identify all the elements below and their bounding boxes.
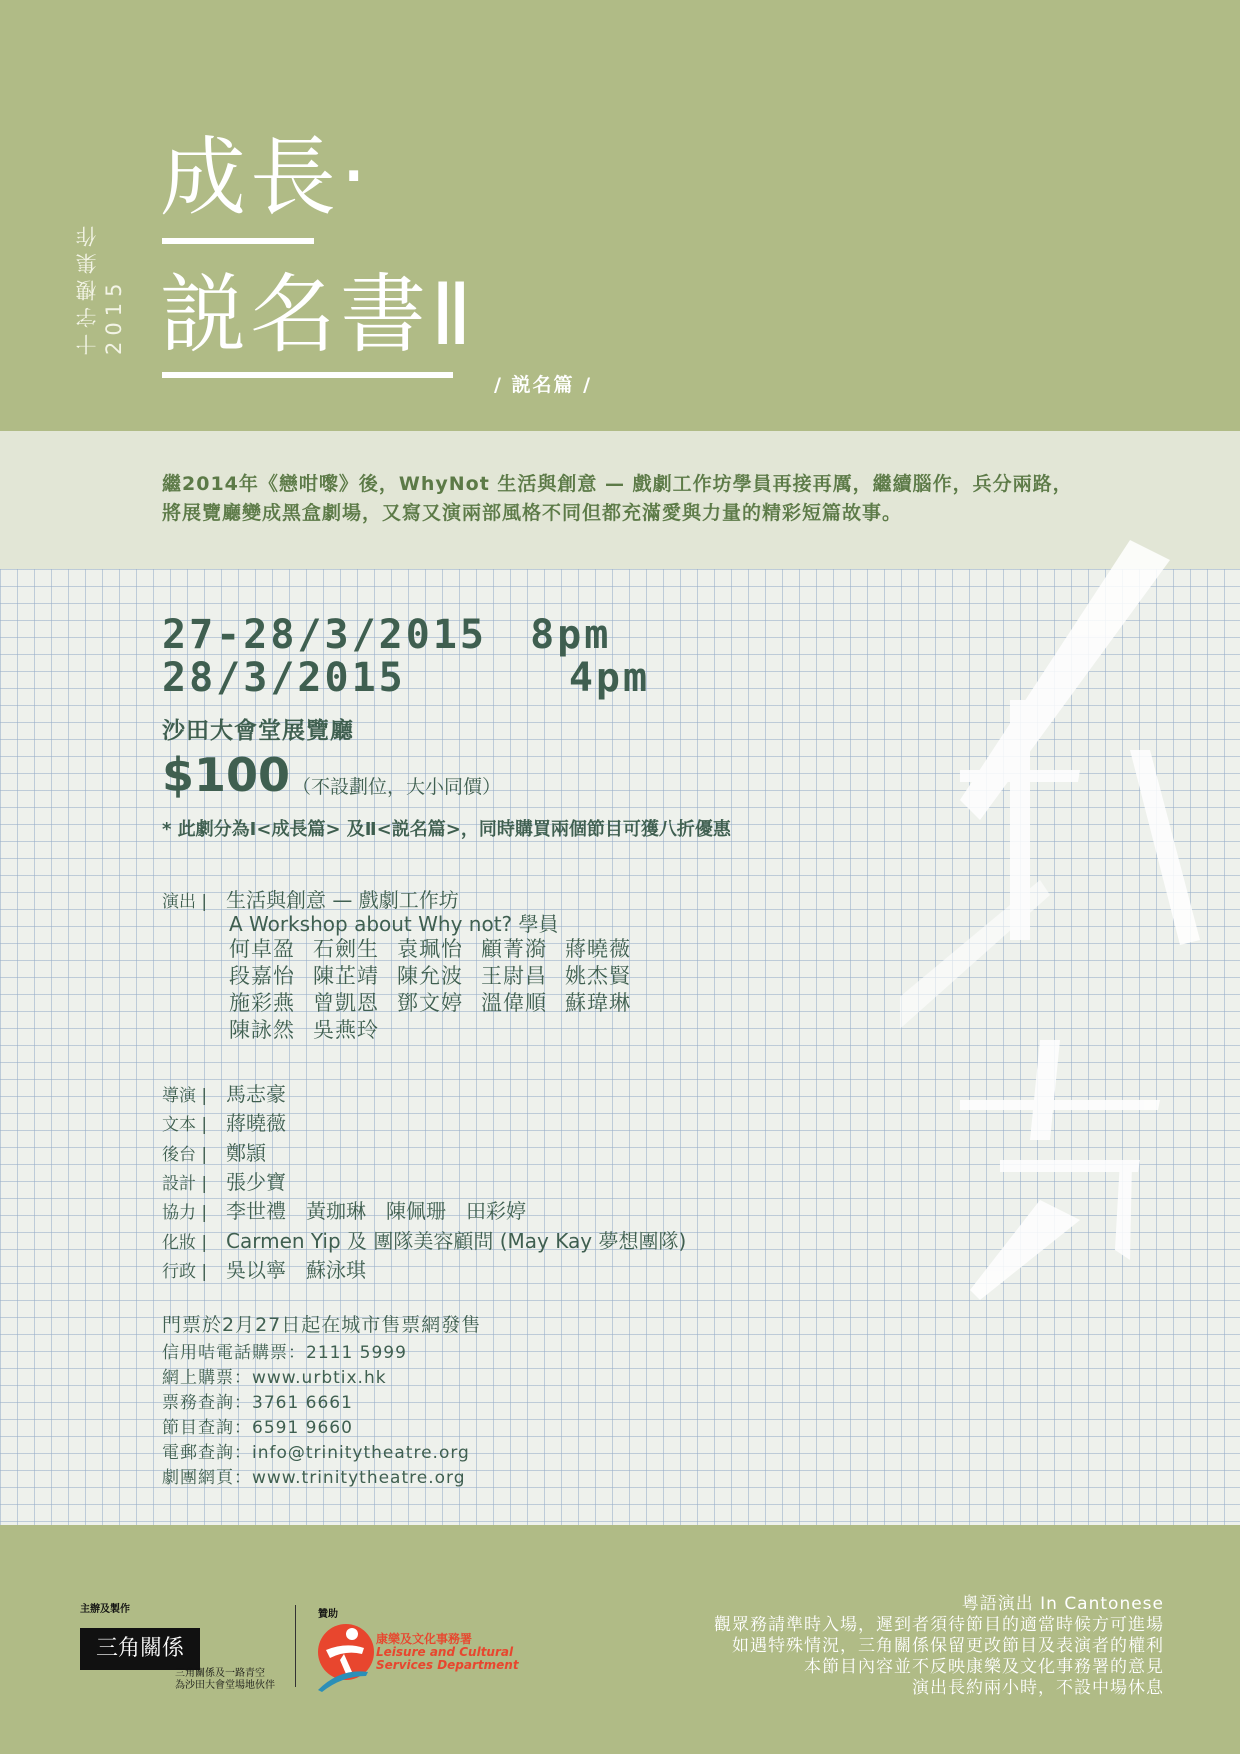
credit-label: 導演 | <box>162 1086 208 1106</box>
cast-name: 陳詠然 <box>229 1018 295 1042</box>
credit-admin <box>162 1254 366 1283</box>
title-line-1: 成長‧ <box>160 128 372 228</box>
credit-assist <box>162 1195 526 1224</box>
performers-group-en: A Workshop about Why not? 學員 <box>229 912 559 936</box>
cast-name: 石劍生 <box>313 937 379 961</box>
ticket-line: 電郵查詢：info@trinitytheatre.org <box>162 1443 470 1463</box>
sponsor-name-en-2: Services Department <box>376 1658 519 1672</box>
footer-divider <box>295 1605 296 1687</box>
ticket-headline: 門票於2月27日起在城市售票網發售 <box>162 1314 482 1336</box>
credit-value: 蔣曉薇 <box>226 1111 286 1135</box>
title-underline-1 <box>162 238 314 244</box>
credit-value: 鄭頴 <box>226 1141 266 1165</box>
venue: 沙田大會堂展覽廳 <box>162 718 354 744</box>
credit-backstage <box>162 1137 266 1166</box>
ticket-line: 信用咭電話購票：2111 5999 <box>162 1343 407 1363</box>
credit-label: 後台 | <box>162 1145 208 1165</box>
cast-row <box>229 990 649 1017</box>
credit-value: 張少寶 <box>226 1170 286 1194</box>
credit-label: 行政 | <box>162 1262 208 1282</box>
cast-name: 曾凱恩 <box>313 991 379 1015</box>
cast-name: 何卓盈 <box>229 937 295 961</box>
credit-text <box>162 1107 286 1136</box>
credit-makeup <box>162 1225 686 1254</box>
footer-note: 粵語演出 In Cantonese <box>961 1594 1164 1614</box>
title-underline-2 <box>162 372 453 378</box>
cast-name: 施彩燕 <box>229 991 295 1015</box>
footer-notes <box>714 1594 1164 1699</box>
presenter-note-2: 為沙田大會堂場地伙伴 <box>175 1680 275 1691</box>
cast-list <box>229 936 649 1044</box>
credit-value: Carmen Yip 及 團隊美容顧問 (May Kay 夢想團隊) <box>226 1229 687 1253</box>
performers-label: 演出 | <box>162 892 208 912</box>
ticket-line: 節目查詢：6591 9660 <box>162 1418 353 1438</box>
price: $100 <box>162 748 291 802</box>
cast-name: 陳芷靖 <box>313 964 379 988</box>
cast-name: 顧菁漪 <box>481 937 547 961</box>
ticket-line: 網上購票：www.urbtix.hk <box>162 1368 387 1388</box>
sponsor-name-zh: 康樂及文化事務署 <box>376 1632 473 1646</box>
cast-row <box>229 936 649 963</box>
sponsor-label: 贊助 <box>318 1609 338 1620</box>
presenter-note <box>175 1668 275 1692</box>
cast-name: 姚杰賢 <box>565 964 631 988</box>
credit-label: 文本 | <box>162 1115 208 1135</box>
footer-note: 如遇特殊情況，三角關係保留更改節目及表演者的權利 <box>732 1636 1164 1656</box>
cast-name: 袁珮怡 <box>397 937 463 961</box>
ticket-line: 劇團網頁：www.trinitytheatre.org <box>162 1468 466 1488</box>
cast-name: 陳允波 <box>397 964 463 988</box>
cast-name: 鄧文婷 <box>397 991 463 1015</box>
credit-label: 協力 | <box>162 1203 208 1223</box>
cast-name: 溫偉順 <box>481 991 547 1015</box>
schedule-time: 8pm <box>530 612 612 658</box>
offer-note: * 此劇分為Ⅰ<成長篇> 及Ⅱ<説名篇>，同時購買兩個節目可獲八折優惠 <box>162 819 731 840</box>
credit-value: 吳以寧 蘇泳琪 <box>226 1258 366 1282</box>
cast-name: 蔣曉薇 <box>565 937 631 961</box>
sponsor-name <box>376 1633 519 1672</box>
intro-line-1: 繼2014年《戀咁嚟》後，WhyNot 生活與創意 — 戲劇工作坊學員再接再厲，繼續腦作，兵分兩路， <box>162 473 1073 495</box>
credit-design <box>162 1166 286 1195</box>
intro-line-2: 將展覽廳變成黑盒劇場，又寫又演兩部風格不同但都充滿愛與力量的精彩短篇故事。 <box>162 502 903 524</box>
lcsd-logo-icon <box>312 1620 374 1692</box>
credit-label: 設計 | <box>162 1174 208 1194</box>
title-line-2: 説名書Ⅱ <box>160 265 477 365</box>
schedule-date: 28/3/2015 <box>162 655 406 701</box>
credit-value: 李世禮 黃珈琳 陳佩珊 田彩婷 <box>226 1199 526 1223</box>
cast-row <box>229 1017 649 1044</box>
calligraphy-decoration <box>900 520 1240 1420</box>
footer-note: 觀眾務請準時入場，遲到者須待節目的適當時候方可進場 <box>714 1615 1164 1635</box>
cast-row <box>229 963 649 990</box>
cast-name: 蘇瑋琳 <box>565 991 631 1015</box>
footer-note: 本節目內容並不反映康樂及文化事務署的意見 <box>804 1657 1164 1677</box>
ticket-line: 票務查詢：3761 6661 <box>162 1393 353 1413</box>
presenter-logo: 三角關係 <box>80 1628 200 1670</box>
footer-note: 演出長約兩小時，不設中場休息 <box>912 1678 1164 1698</box>
schedule-row-2 <box>162 655 650 701</box>
schedule-date: 27-28/3/2015 <box>162 612 487 658</box>
performers-group-zh: 生活與創意 — 戲劇工作坊 <box>226 888 459 912</box>
credit-value: 馬志豪 <box>226 1082 286 1106</box>
presenter-label: 主辦及製作 <box>80 1604 130 1615</box>
sponsor-name-en-1: Leisure and Cultural <box>376 1645 514 1659</box>
cast-name: 段嘉怡 <box>229 964 295 988</box>
series-label: 十字樓集作 2015 <box>75 220 126 355</box>
schedule-time: 4pm <box>568 655 651 701</box>
price-note: （不設劃位，大小同價） <box>292 776 502 798</box>
schedule-row-1 <box>162 612 611 658</box>
credit-label: 化妝 | <box>162 1233 208 1253</box>
credit-director <box>162 1078 286 1107</box>
presenter-note-1: 三角關係及一路青空 <box>175 1668 265 1679</box>
cast-name: 吳燕玲 <box>313 1018 379 1042</box>
subtitle: / 説名篇 / <box>494 374 593 396</box>
cast-name: 王尉昌 <box>481 964 547 988</box>
